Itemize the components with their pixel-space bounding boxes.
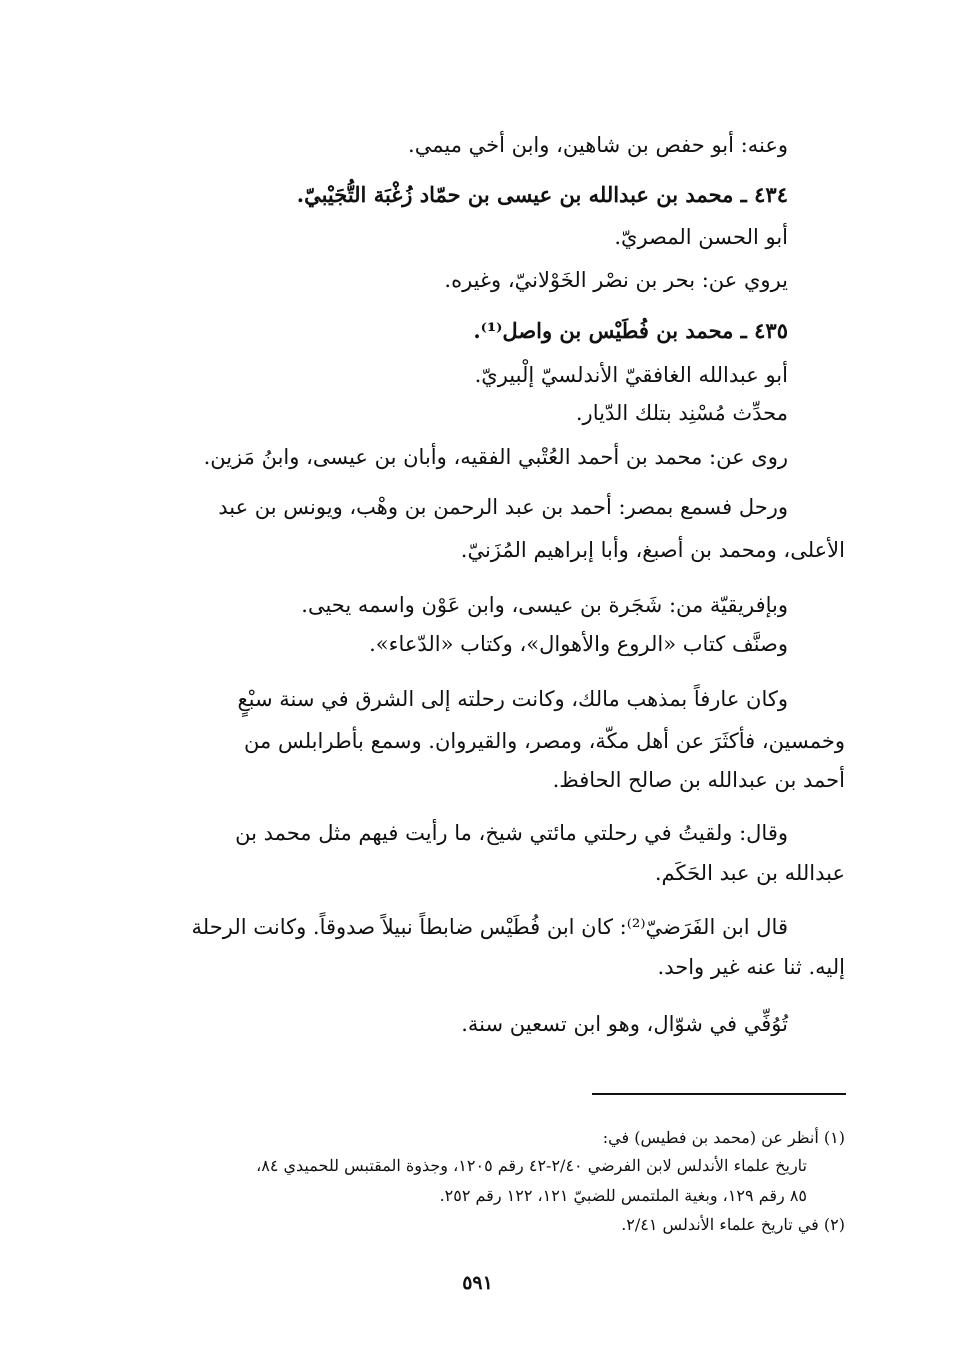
footnote-separator: [592, 1093, 846, 1095]
text-line-travel-2: الأعلى، ومحمد بن أصبغ، وأبا إبراهيم المُزَنيّ.: [460, 538, 845, 562]
text-line-quote-2: عبدالله بن عبد الحَكَم.: [654, 861, 845, 885]
text-line-muhaddith: محدِّث مُسْنِد بتلك الدّيار.: [575, 401, 788, 425]
text-line-quote-1: وقال: ولقيتُ في رحلتي مائتي شيخ، ما رأيت فيهم مثل محمد بن: [235, 821, 788, 845]
footnote-1-heading: (١) أنظر عن (محمد بن فطيس) في:: [602, 1128, 845, 1147]
text-line-kunya-434: أبو الحسن المصريّ.: [614, 225, 788, 249]
text-line-faradi-1: قال ابن الفَرَضيّ⁽²⁾: كان ابن فُطَيْس ضابطاً نبيلاً صدوقاً. وكانت الرحلة: [191, 915, 788, 939]
text-line-narrated-from: روى عن: محمد بن أحمد العُتْبي الفقيه، وأبان بن عيسى، وابنُ مَزين.: [203, 445, 788, 469]
entry-heading-434: ٤٣٤ ـ محمد بن عبدالله بن عيسى بن حمّاد زُغْبَة التُّجَيْبيّ.: [296, 182, 788, 207]
text-line-madhhab-2: وخمسين، فأكثَرَ عن أهل مكّة، ومصر، والقيروان. وسمع بأطرابلس من: [244, 729, 845, 753]
text-line-kunya-435: أبو عبدالله الغافقيّ الأندلسيّ إلْبيريّ.: [474, 363, 788, 387]
entry-heading-435: ٤٣٥ ـ محمد بن فُطَيْس بن واصل⁽¹⁾.: [473, 318, 788, 343]
footnote-1-line-2: ٨٥ رقم ١٢٩، وبغية الملتمس للضبيّ ١٢١، ١٢٢ رقم ٢٥٢.: [439, 1186, 807, 1205]
page-number: ٥٩١: [462, 1272, 493, 1294]
text-line-narrates-434: يروي عن: بحر بن نصْر الخَوْلانيّ، وغيره.: [444, 268, 788, 292]
text-line-madhhab-1: وكان عارفاً بمذهب مالك، وكانت رحلته إلى الشرق في سنة سبْعٍ: [237, 687, 788, 711]
text-line-ifriqiya: وبإفريقيّة من: شَجَرة بن عيسى، وابن عَوْن واسمه يحيى.: [301, 593, 788, 617]
text-line-madhhab-3: أحمد بن عبدالله بن صالح الحافظ.: [552, 768, 845, 792]
footnote-2: (٢) في تاريخ علماء الأندلس ٢/٤١.: [621, 1215, 845, 1234]
text-line-travel-1: ورحل فسمع بمصر: أحمد بن عبد الرحمن بن وهْب، ويونس بن عبد: [218, 495, 788, 519]
text-line-1: وعنه: أبو حفص بن شاهين، وابن أخي ميمي.: [408, 133, 788, 157]
text-line-books: وصنَّف كتاب «الروع والأهوال»، وكتاب «الدّعاء».: [369, 632, 788, 656]
text-line-death: تُوُفِّي في شوّال، وهو ابن تسعين سنة.: [461, 1012, 788, 1036]
footnote-1-line-1: تاريخ علماء الأندلس لابن الفرضي ٢/٤٠-٤٢ رقم ١٢٠٥، وجذوة المقتبس للحميدي ٨٤،: [256, 1156, 807, 1175]
text-line-faradi-2: إليه. ثنا عنه غير واحد.: [657, 955, 845, 979]
